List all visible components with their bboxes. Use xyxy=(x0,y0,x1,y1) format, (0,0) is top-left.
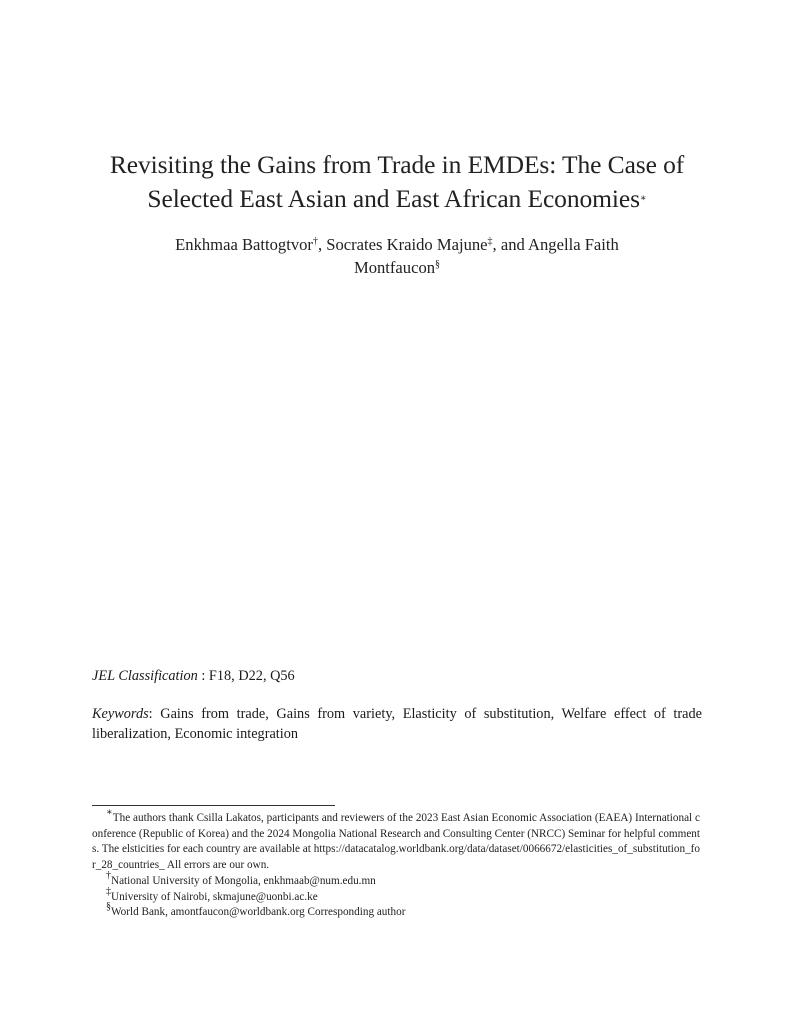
jel-label: JEL Classification xyxy=(92,668,198,684)
author-1: Enkhmaa Battogtvor xyxy=(175,235,313,254)
title-footnote-mark: ∗ xyxy=(639,193,647,204)
footnote-text: The authors thank Csilla Lakatos, participants and reviewers of the 2023 East Asian Economic Association (EAEA) International conference (Republic of Korea) and the 2024 Mongolia National Research and Consulting Center (NRCC) Seminar for helpful comments. The elsticities for each country are available at https://datacatalog.worldbank.org/data/dataset/0066672/elasticities_of_substitution_for_28_countries_ All errors are our own. xyxy=(92,812,700,872)
author-1-mark: † xyxy=(312,236,318,247)
author-list xyxy=(92,233,702,279)
footnote-mark: ‡ xyxy=(106,885,111,897)
footnotes xyxy=(92,807,700,921)
footnote-affiliation-3 xyxy=(92,901,700,921)
author-3-part-2: Montfaucon xyxy=(353,258,436,277)
footnote-acknowledgement xyxy=(92,807,700,874)
keywords-label: Keywords xyxy=(92,706,149,722)
footnote-text: University of Nairobi, skmajune@uonbi.ac.ke xyxy=(111,890,318,903)
title-line-2-text: Selected East Asian and East African Economies xyxy=(147,184,640,213)
jel-separator: : xyxy=(197,668,209,684)
author-separator-1: , xyxy=(317,235,327,254)
author-line-2 xyxy=(92,256,702,279)
keywords-separator: : xyxy=(148,706,161,722)
footnote-text: World Bank, amontfaucon@worldbank.org Corresponding author xyxy=(111,906,406,919)
footnote-text: National University of Mongolia, enkhmaab@num.edu.mn xyxy=(111,874,376,887)
author-line-1 xyxy=(92,233,702,256)
footnote-mark: § xyxy=(106,901,111,913)
footnote-mark: † xyxy=(106,869,111,881)
paper-title xyxy=(92,148,702,216)
footnote-affiliation-2 xyxy=(92,885,700,906)
keywords-text: Gains from trade, Gains from variety, Elasticity of substitution, Welfare effect of trade liberalization, Economic integration xyxy=(92,706,702,742)
jel-codes: F18, D22, Q56 xyxy=(208,668,295,684)
footnote-divider xyxy=(92,805,335,806)
author-separator-2: , and xyxy=(492,235,529,254)
keywords xyxy=(92,704,702,744)
footnote-mark: ∗ xyxy=(106,807,113,818)
title-line-1: Revisiting the Gains from Trade in EMDEs: The Case of xyxy=(109,150,685,179)
author-2: Socrates Kraido Majune xyxy=(326,235,488,254)
author-3-mark: § xyxy=(435,259,441,270)
author-3-part-1: Angella Faith xyxy=(528,235,619,254)
jel-classification xyxy=(92,666,702,686)
footnote-affiliation-1 xyxy=(92,869,700,890)
title-line-2 xyxy=(92,182,702,216)
author-2-mark: ‡ xyxy=(487,236,493,247)
